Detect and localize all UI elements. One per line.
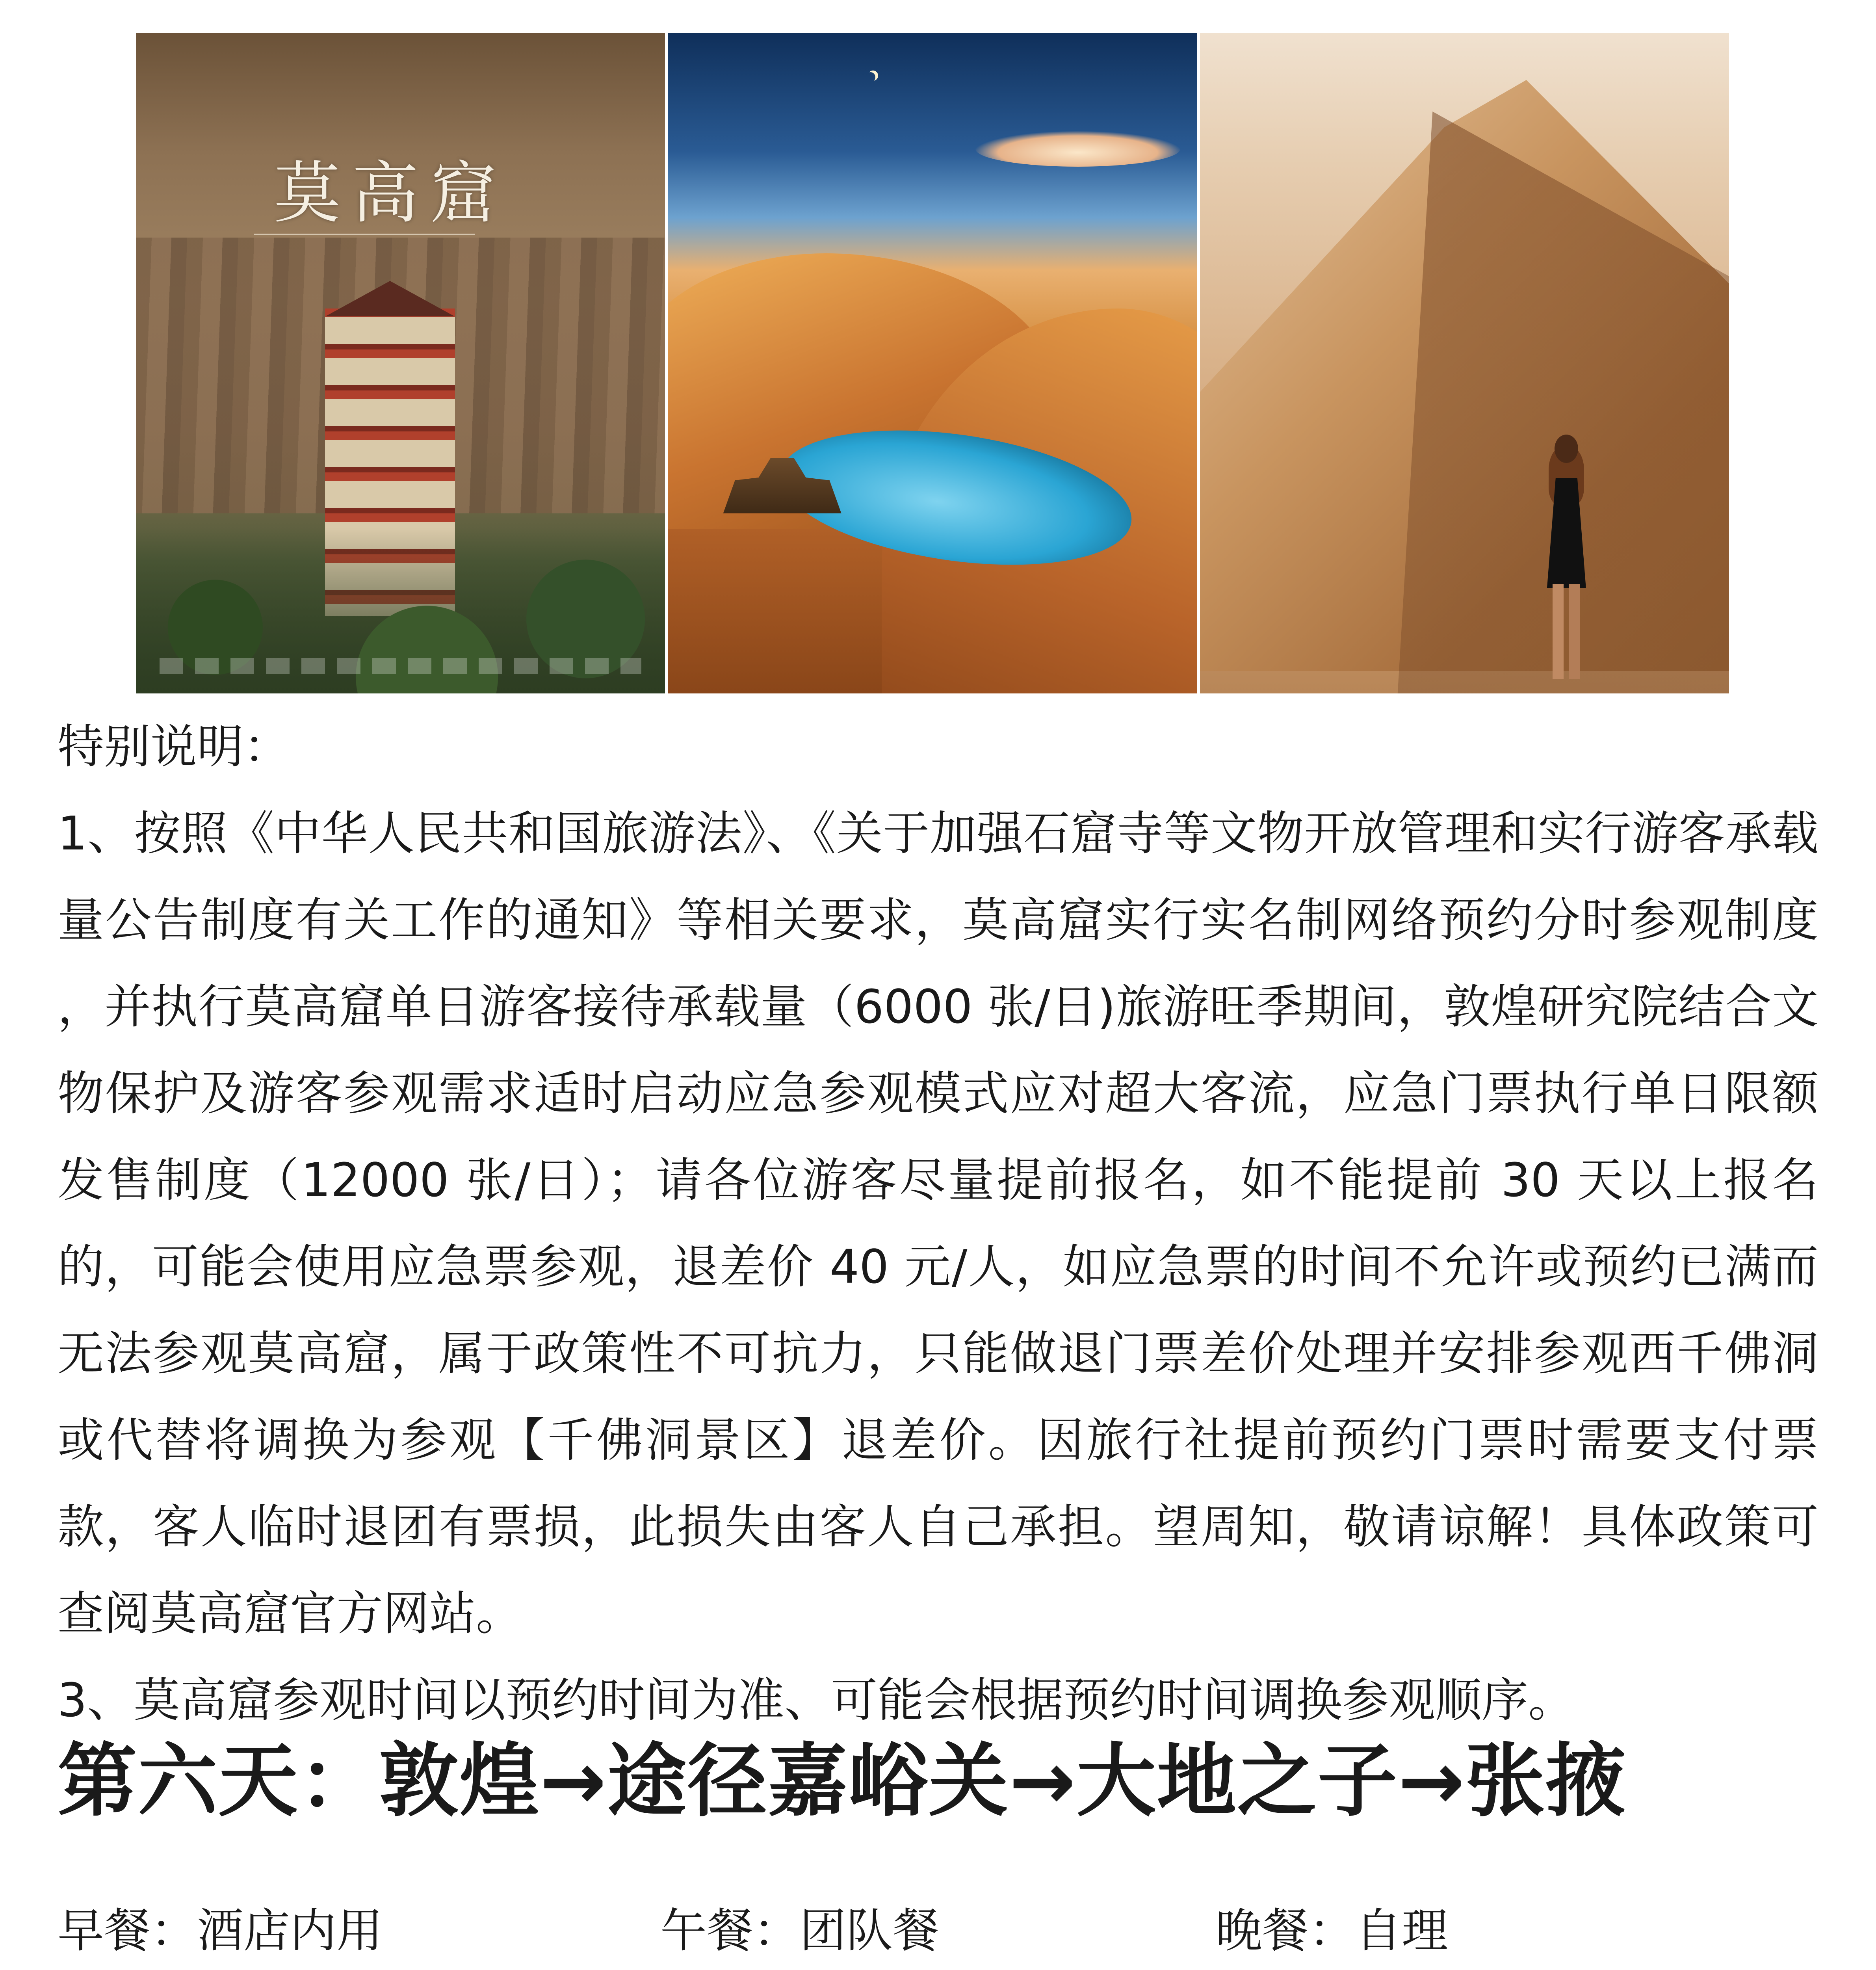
cloud <box>975 131 1180 167</box>
lunch-info: 午餐：团队餐 <box>660 1903 940 1958</box>
day-title: 第六天：敦煌→途径嘉峪关→大地之子→张掖 <box>58 1734 1626 1827</box>
dinner-info: 晚餐：自理 <box>1216 1903 1449 1958</box>
notes-heading: 特别说明： <box>58 719 290 774</box>
notes-item-1: 1、按照《中华人民共和国旅游法》、《关于加强石窟寺等文物开放管理和实行游客承载量公告制度有关工作的通知》等相关要求，莫高窟实行实名制网络预约分时参观制度 ，并执行莫高窟单日游客接待承载量（6000 张/日)旅游旺季期间，敦煌研究院结合文物保护及游客参观需求适时启动应急参观模式应对超大客流，应急门票执行单日限额发售制度（12000 张/日）；请各位游客尽量提前报名，如不能提前 30 天以上报名的，可能会使用应急票参观，退差价 40 元/人，如应急票的时间不允许或预约已满而无法参观莫高窟，属于政策性不可抗力，只能做退门票差价处理并安排参观西千佛洞或代替将调换为参观【千佛洞景区】退差价。因旅行社提前预约门票时需要支付票款，客人临时退团有票损，此损失由客人自己承担。望周知，敬请谅解！具体政策可查阅莫高窟官方网站。 <box>58 806 1818 1641</box>
moon-icon <box>865 72 875 82</box>
poster-divider <box>254 234 475 235</box>
poster-credits <box>160 658 641 674</box>
woman-walking <box>1539 435 1594 679</box>
mogao-grottoes-photo <box>136 33 665 693</box>
crescent-lake-photo <box>668 33 1197 693</box>
poster-title: 莫高窟 <box>274 154 508 232</box>
special-notes <box>58 703 1818 1743</box>
desert-dune-photo <box>1200 33 1729 693</box>
photo-strip <box>136 33 1729 693</box>
meals-row <box>58 1887 1818 1970</box>
notes-item-3: 3、莫高窟参观时间以预约时间为准、可能会根据预约时间调换参观顺序。 <box>58 1673 1575 1727</box>
breakfast-info: 早餐：酒店内用 <box>58 1903 383 1958</box>
